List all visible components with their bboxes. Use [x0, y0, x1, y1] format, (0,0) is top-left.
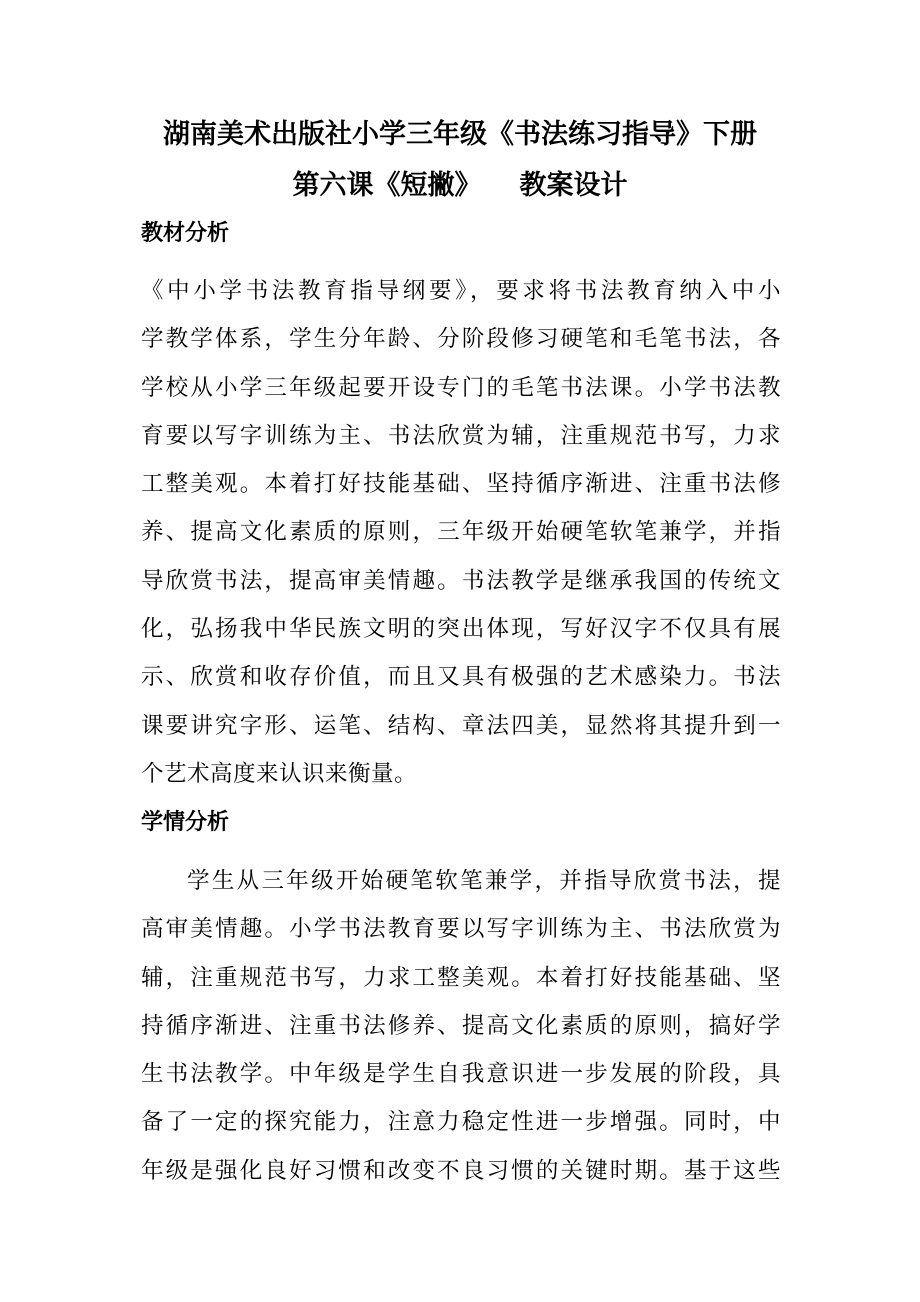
paragraph-line: 化，弘扬我中华民族文明的突出体现，写好汉字不仅具有展 — [141, 616, 781, 643]
paragraph-line: 育要以写字训练为主、书法欣赏为辅，注重规范书写，力求 — [141, 422, 781, 449]
paragraph-textbook-analysis — [141, 267, 781, 798]
section-heading-student-analysis: 学情分析 — [141, 810, 230, 835]
section-heading-textbook-analysis: 教材分析 — [141, 221, 230, 246]
paragraph-line: 养、提高文化素质的原则，三年级开始硬笔软笔兼学，并指 — [141, 519, 781, 546]
paragraph-line: 备了一定的探究能力，注意力稳定性进一步增强。同时，中 — [141, 1109, 781, 1136]
paragraph-line: 持循序渐进、注重书法修养、提高文化素质的原则，搞好学 — [141, 1012, 781, 1039]
paragraph-line: 工整美观。本着打好技能基础、坚持循序渐进、注重书法修 — [141, 471, 781, 498]
lesson-type: 教案设计 — [519, 170, 628, 201]
paragraph-line: 课要讲究字形、运笔、结构、章法四美，显然将其提升到一 — [141, 712, 781, 739]
paragraph-line: 高审美情趣。小学书法教育要以写字训练为主、书法欣赏为 — [141, 916, 781, 943]
paragraph-student-analysis — [141, 857, 781, 1195]
paragraph-line: 示、欣赏和收存价值，而且又具有极强的艺术感染力。书法 — [141, 664, 781, 691]
paragraph-line: 学教学体系，学生分年龄、分阶段修习硬笔和毛笔书法，各 — [141, 326, 781, 353]
paragraph-line: 学校从小学三年级起要开设专门的毛笔书法课。小学书法教 — [141, 374, 781, 401]
paragraph-line: 《中小学书法教育指导纲要》，要求将书法教育纳入中小 — [141, 278, 781, 304]
document-title: 湖南美术出版社小学三年级《书法练习指导》下册 — [163, 119, 757, 150]
paragraph-line: 生书法教学。中年级是学生自我意识进一步发展的阶段，具 — [141, 1061, 781, 1088]
paragraph-line: 年级是强化良好习惯和改变不良习惯的关键时期。基于这些 — [141, 1157, 781, 1184]
paragraph-line: 辅，注重规范书写，力求工整美观。本着打好技能基础、坚 — [141, 964, 781, 991]
paragraph-line: 导欣赏书法，提高审美情趣。书法教学是继承我国的传统文 — [141, 567, 781, 594]
document-subtitle — [60, 166, 860, 206]
lesson-name: 第六课《短撇》 — [292, 170, 482, 201]
paragraph-line: 个艺术高度来认识来衡量。 — [141, 760, 418, 787]
paragraph-line: 学生从三年级开始硬笔软笔兼学，并指导欣赏书法，提 — [187, 868, 781, 894]
